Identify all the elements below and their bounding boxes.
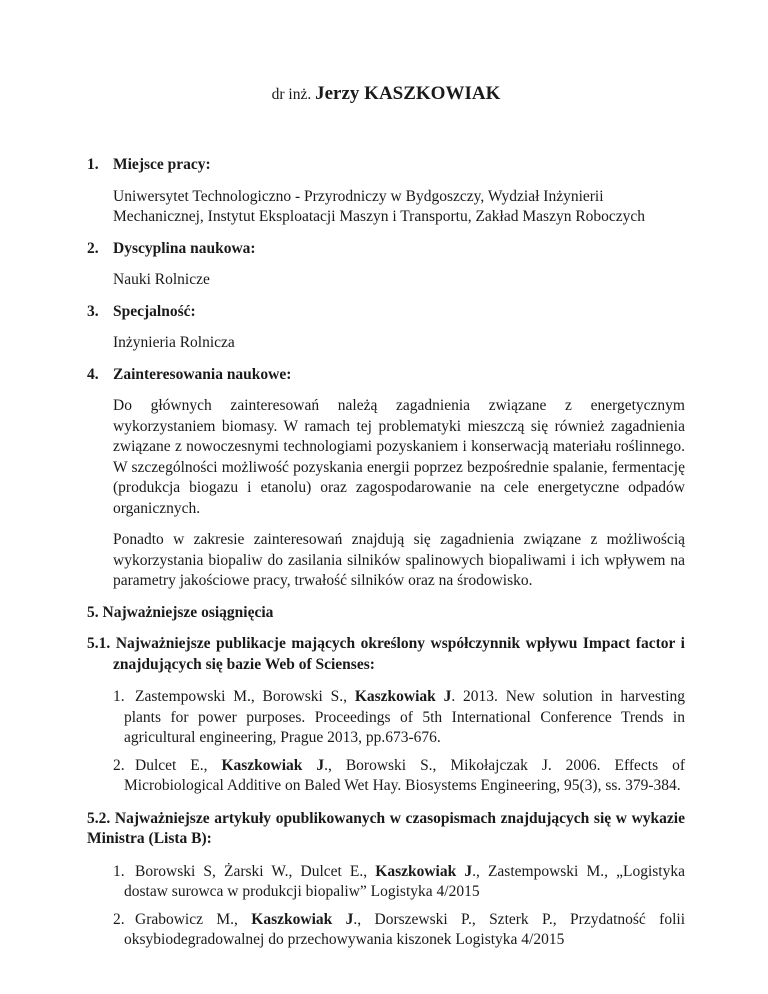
article-item-2-details: ., Dorszewski P., Szterk P., Przydatność folii oksybiodegradowalnej do przechowywania kiszonek Logistyka 4/2015: [124, 910, 686, 948]
section-5-2-heading: [87, 809, 685, 850]
section-1-number: 1.: [87, 156, 99, 173]
section-5-2-label: Najważniejsze artykuły opublikowanych w czasopismach znajdujących się w wykazie Ministra (Lista B):: [87, 809, 685, 847]
section-2-body: Nauki Rolnicze: [113, 271, 210, 288]
section-4-heading: [87, 365, 685, 386]
article-item-2-number: 2.: [113, 910, 125, 928]
section-5-1-number: 5.1.: [87, 635, 116, 652]
article-item-1-highlighted-author: Kaszkowiak J: [375, 862, 473, 880]
article-item-1-authors: Borowski S, Żarski W., Dulcet E.,: [135, 862, 376, 880]
publication-item-2-authors: Dulcet E.,: [135, 756, 222, 774]
publication-item-1-details: . 2013. New solution in harvesting plants for power purposes. Proceedings of 5th International Conference Trends in agricultural engineering, Prague 2013, pp.673-676.: [124, 688, 685, 746]
section-5-1-heading: [87, 634, 685, 675]
publication-item-2-number: 2.: [113, 756, 125, 774]
publication-list-impact-factor: [87, 687, 685, 797]
title-author-name: Jerzy KASZKOWIAK: [315, 83, 501, 104]
section-1-label: Miejsce pracy:: [113, 156, 211, 173]
section-5-1-label: Najważniejsze publikacje mających określony współczynnik wpływu Impact factor i znajdujących się bazie Web of Scienses:: [113, 635, 685, 673]
section-4-number: 4.: [87, 365, 99, 383]
article-item-1-details: ., Zastempowski M., „Logistyka dostaw surowca w produkcji biopaliw” Logistyka 4/2015: [124, 862, 685, 900]
section-5-heading: [87, 603, 685, 624]
section-3-label: Specjalność:: [113, 302, 196, 320]
title-degree-prefix: dr inż.: [271, 86, 316, 103]
publication-item-2: [113, 756, 685, 797]
publication-item-2-details: ., Borowski S., Mikołajczak J. 2006. Effects of Microbiological Additive on Baled Wet Hay. Biosystems Engineering, 95(3), ss. 379-384.: [124, 756, 685, 794]
section-5-2-number: 5.2.: [87, 809, 115, 827]
section-3-body: Inżynieria Rolnicza: [113, 334, 235, 351]
section-4-paragraph-1: Do głównych zainteresowań należą zagadnienia związane z energetycznym wykorzystaniem biomasy. W ramach tej problematyki mieszczą się również zagadnienia związane z nowoczesnymi technologiami pozyskaniem i konserwacją materiału roślinnego. W szczególności możliwość pozyskania energii poprzez bezpośrednie spalanie, fermentację (produkcja biogazu i etanolu) oraz zagospodarowanie na cele energetyczne odpadów organicznych.: [113, 397, 685, 517]
publication-item-1-number: 1.: [113, 688, 125, 705]
section-5-label: Najważniejsze osiągnięcia: [98, 603, 274, 621]
section-5-number: 5.: [87, 603, 99, 621]
publication-item-1-highlighted-author: Kaszkowiak J: [354, 688, 452, 705]
document-title: [87, 81, 685, 107]
publication-item-2-highlighted-author: Kaszkowiak J: [221, 756, 325, 774]
publication-item-1: [113, 687, 685, 749]
article-item-2: [113, 910, 686, 951]
section-2-label: Dyscyplina naukowa:: [113, 239, 256, 257]
section-1-body: Uniwersytet Technologiczno - Przyrodniczy w Bydgoszczy, Wydział Inżynierii Mechanicznej, Instytut Eksploatacji Maszyn i Transportu, Zakład Maszyn Roboczych: [113, 187, 646, 225]
section-3-heading: [87, 302, 685, 323]
article-item-1-number: 1.: [113, 862, 125, 880]
section-2-heading: [87, 239, 685, 260]
section-3-number: 3.: [87, 302, 99, 320]
section-4-paragraph-2: Ponadto w zakresie zainteresowań znajdują się zagadnienia związane z możliwością wykorzystania biopaliw do zasilania silników spalinowych biopaliwami i ich wpływem na parametry jakościowe pracy, trwałość silników oraz na środowisko.: [113, 531, 685, 589]
article-item-1: [113, 862, 685, 903]
publication-list-ministry-b: [87, 862, 685, 951]
publication-item-1-authors: Zastempowski M., Borowski S.,: [135, 688, 355, 705]
section-1-heading: [87, 155, 685, 176]
section-4-label: Zainteresowania naukowe:: [113, 365, 292, 383]
article-item-2-highlighted-author: Kaszkowiak J: [251, 910, 354, 928]
article-item-2-authors: Grabowicz M.,: [135, 910, 252, 928]
section-2-number: 2.: [87, 239, 99, 257]
